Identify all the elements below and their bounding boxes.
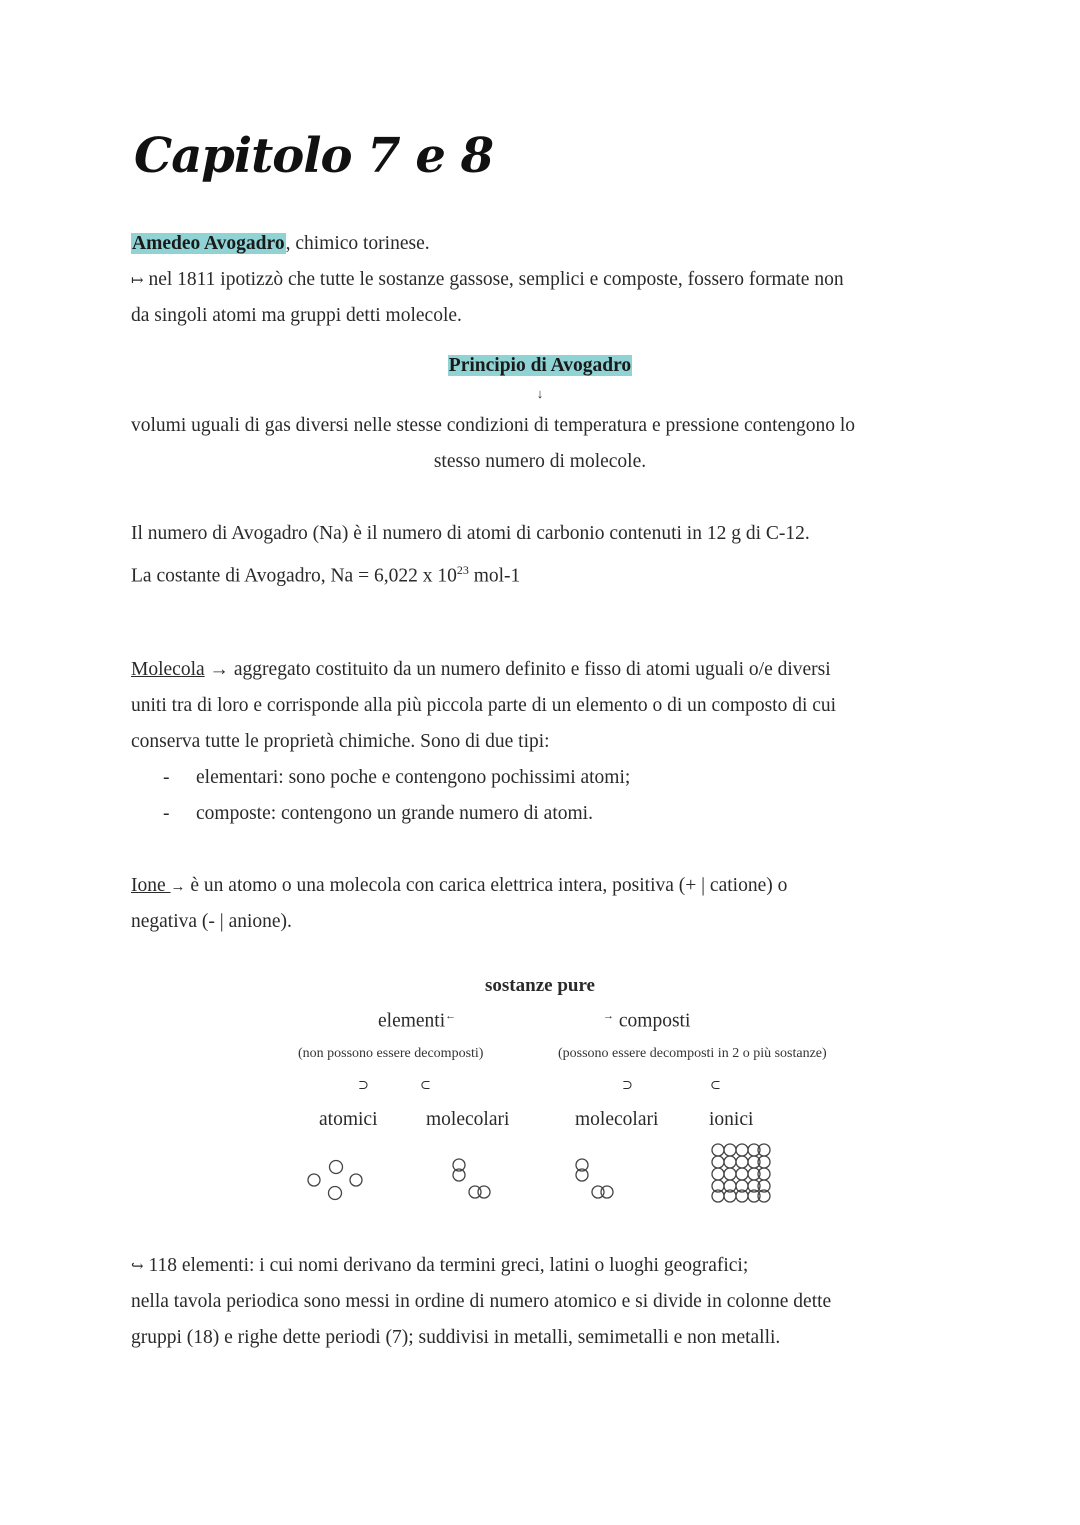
branch-icon: ⊃ xyxy=(622,1077,633,1092)
element-molecules-sketch-icon xyxy=(445,1155,495,1205)
principle-line-2: stesso numero di molecole. xyxy=(433,451,647,472)
ion-text: è un atomo o una molecola con carica elettrica intera, positiva (+ | catione) o xyxy=(185,875,788,896)
elements-label-row xyxy=(378,1010,456,1033)
elements-info-line-1 xyxy=(131,1248,748,1285)
avogadro-number-line: Il numero di Avogadro (Na) è il numero di atomi di carbonio contenuti in 12 g di C-12. xyxy=(131,523,810,544)
compounds-label: composti xyxy=(618,1010,691,1032)
elements-info-line-3: gruppi (18) e righe dette periodi (7); suddivisi in metalli, semimetalli e non metalli. xyxy=(131,1327,781,1348)
principle-line-1: volumi uguali di gas diversi nelle stesse condizioni di temperatura e pressione contengono lo xyxy=(131,415,856,436)
type-atomic: atomici xyxy=(319,1109,378,1130)
molecule-line-2: uniti tra di loro e corrisponde alla più piccola parte di un elemento o di un composto di cui xyxy=(131,695,837,716)
hook-arrow-icon: ↦ xyxy=(131,273,144,289)
intro-suffix: , chimico torinese. xyxy=(285,233,430,254)
arrow-right-icon: → xyxy=(603,1010,614,1022)
ion-line-1 xyxy=(131,868,787,905)
principle-heading-row xyxy=(0,348,1080,384)
page-title: Capitolo 7 e 8 xyxy=(134,128,494,184)
atoms-sketch-icon xyxy=(300,1150,370,1206)
molecule-text: aggregato costituito da un numero definito e fisso di atomi uguali o/e diversi xyxy=(233,659,831,680)
intro-text: nel 1811 ipotizzò che tutte le sostanze gassose, semplici e composte, fossero formate non xyxy=(143,269,844,290)
exponent: 23 xyxy=(456,563,469,577)
molecule-line-1 xyxy=(131,652,831,688)
constant-unit: mol-1 xyxy=(468,565,521,587)
elements-label: elementi xyxy=(378,1010,446,1032)
principle-heading: Principio di Avogadro xyxy=(448,355,632,376)
down-arrow-icon: ↓ xyxy=(536,386,544,401)
ion-line-2: negativa (- | anione). xyxy=(131,911,292,932)
molecule-line-3: conserva tutte le proprietà chimiche. Sono di due tipi: xyxy=(131,731,550,752)
arrow-right-icon: → xyxy=(204,659,234,680)
arrow-left-icon: ← xyxy=(445,1010,457,1022)
type-ionic: ionici xyxy=(709,1109,754,1130)
intro-line-2 xyxy=(131,262,844,299)
branch-icon: ⊂ xyxy=(420,1077,431,1092)
intro-line-1 xyxy=(131,226,430,262)
elements-info-line-2: nella tavola periodica sono messi in ordine di numero atomico e si divide in colonne dette xyxy=(131,1291,832,1312)
type-molecular-element: molecolari xyxy=(426,1109,510,1130)
avogadro-constant-line xyxy=(131,552,520,595)
compounds-note: (possono essere decomposti in 2 o più sostanze) xyxy=(558,1046,827,1061)
ion-term: Ione xyxy=(131,875,171,896)
compound-molecules-sketch-icon xyxy=(570,1155,620,1205)
compounds-label-row xyxy=(603,1010,690,1033)
molecule-term: Molecola xyxy=(131,659,205,680)
highlight-avogadro: Amedeo Avogadro xyxy=(132,233,285,254)
branch-icon: ⊃ xyxy=(358,1077,369,1092)
bullet-item: composte: contengono un grande numero di atomi. xyxy=(196,803,593,824)
constant-text: La costante di Avogadro, Na = 6,022 x 10 xyxy=(131,565,457,587)
bullet-dash: - xyxy=(163,803,170,824)
arrow-right-icon: → xyxy=(170,879,186,895)
hook-arrow-icon: ↪ xyxy=(131,1259,144,1275)
intro-line-3: da singoli atomi ma gruppi detti molecole. xyxy=(131,305,462,326)
elements-info-text: 118 elementi: i cui nomi derivano da termini greci, latini o luoghi geografici; xyxy=(143,1255,749,1276)
ionic-lattice-sketch-icon xyxy=(708,1140,776,1204)
diagram-heading: sostanze pure xyxy=(485,975,595,996)
bullet-item: elementari: sono poche e contengono pochissimi atomi; xyxy=(196,767,631,788)
elements-note: (non possono essere decomposti) xyxy=(298,1046,484,1061)
type-molecular-compound: molecolari xyxy=(575,1109,659,1130)
branch-icon: ⊂ xyxy=(710,1077,721,1092)
bullet-dash: - xyxy=(163,767,170,788)
